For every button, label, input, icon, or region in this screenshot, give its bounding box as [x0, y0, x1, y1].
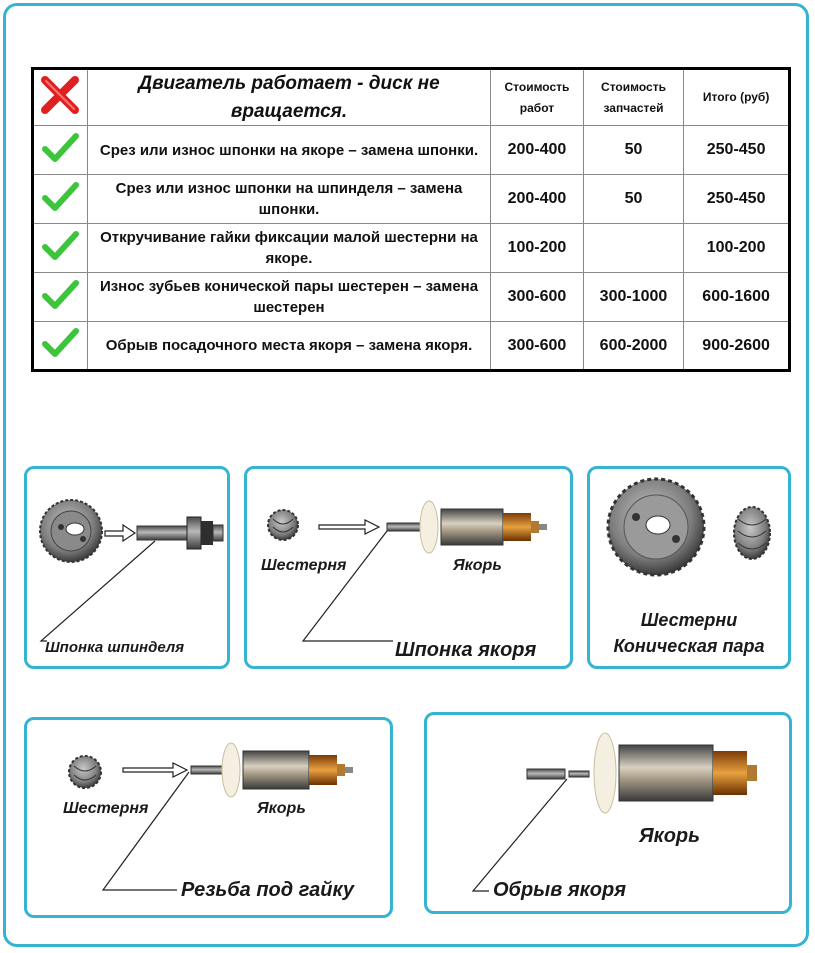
- arrow-icon: [319, 520, 379, 534]
- table-title: Двигатель работает - диск не вращается.: [87, 69, 490, 126]
- bevel-gear-icon: [40, 500, 102, 562]
- pinion-gear-icon: [268, 510, 298, 540]
- table-row: [33, 175, 790, 224]
- pinion-gear-icon: [69, 756, 101, 788]
- table-row: [33, 322, 790, 371]
- col-parts-header: Стоимость запчастей: [583, 69, 683, 126]
- armature-label: Якорь: [453, 557, 502, 574]
- row-work-cost: 300-600: [491, 322, 584, 371]
- row-parts-cost: 600-2000: [583, 322, 683, 371]
- row-description: Износ зубьев конической пары шестерен – замена шестерен: [87, 273, 490, 322]
- row-description: Срез или износ шпонки на шпинделя – замена шпонки.: [87, 175, 490, 224]
- armature-icon: [387, 501, 547, 553]
- header-icon-cell: [33, 69, 88, 126]
- green-check-icon: [40, 180, 80, 214]
- panel-bevel-pair: [587, 466, 791, 669]
- gear-label: Шестерня: [63, 800, 149, 817]
- row-total: 900-2600: [684, 322, 790, 371]
- armature-break-label: Обрыв якоря: [493, 879, 626, 901]
- spindle-icon: [137, 517, 223, 549]
- row-description: Срез или износ шпонки на якоре – замена шпонки.: [87, 126, 490, 175]
- row-description: Обрыв посадочного места якоря – замена якоря.: [87, 322, 490, 371]
- armature-label: Якорь: [639, 825, 701, 847]
- armature-label: Якорь: [257, 800, 306, 817]
- row-parts-cost: 300-1000: [583, 273, 683, 322]
- green-check-icon: [40, 278, 80, 312]
- row-description: Откручивание гайки фиксации малой шестерни на якоре.: [87, 224, 490, 273]
- row-work-cost: 100-200: [491, 224, 584, 273]
- table-header-row: [33, 69, 790, 126]
- row-work-cost: 300-600: [491, 273, 584, 322]
- green-check-icon: [40, 131, 80, 165]
- row-parts-cost: 50: [583, 126, 683, 175]
- table-row: [33, 273, 790, 322]
- arrow-icon: [123, 763, 187, 777]
- row-total: 600-1600: [684, 273, 790, 322]
- armature-key-label: Шпонка якоря: [395, 639, 537, 661]
- bevel-pair-line1: Шестерни: [640, 610, 738, 630]
- panel-armature-break: [424, 712, 792, 914]
- armature-icon: [527, 733, 757, 813]
- arrow-icon: [105, 525, 135, 541]
- red-x-icon: [37, 72, 83, 118]
- green-check-icon: [40, 229, 80, 263]
- price-table: [31, 67, 791, 372]
- bevel-gear-icon: [608, 479, 704, 575]
- nut-thread-label: Резьба под гайку: [181, 879, 354, 901]
- bevel-pair-title: [590, 607, 788, 659]
- row-total: 100-200: [684, 224, 790, 273]
- green-check-icon: [40, 326, 80, 360]
- row-work-cost: 200-400: [491, 126, 584, 175]
- gear-label: Шестерня: [261, 557, 347, 574]
- row-total: 250-450: [684, 175, 790, 224]
- spindle-key-label: Шпонка шпинделя: [45, 639, 185, 656]
- bevel-pair-line2: Коническая пара: [613, 636, 765, 657]
- row-work-cost: 200-400: [491, 175, 584, 224]
- col-work-header: Стоимость работ: [491, 69, 584, 126]
- col-total-header: Итого (руб): [684, 69, 790, 126]
- pinion-gear-icon: [734, 507, 770, 559]
- panel-spindle-key: [24, 466, 230, 669]
- armature-icon: [191, 743, 353, 797]
- table-row: [33, 224, 790, 273]
- table-row: [33, 126, 790, 175]
- row-total: 250-450: [684, 126, 790, 175]
- row-parts-cost: 50: [583, 175, 683, 224]
- panel-nut-thread: [24, 717, 393, 918]
- row-parts-cost: [583, 224, 683, 273]
- panel-armature-key: [244, 466, 573, 669]
